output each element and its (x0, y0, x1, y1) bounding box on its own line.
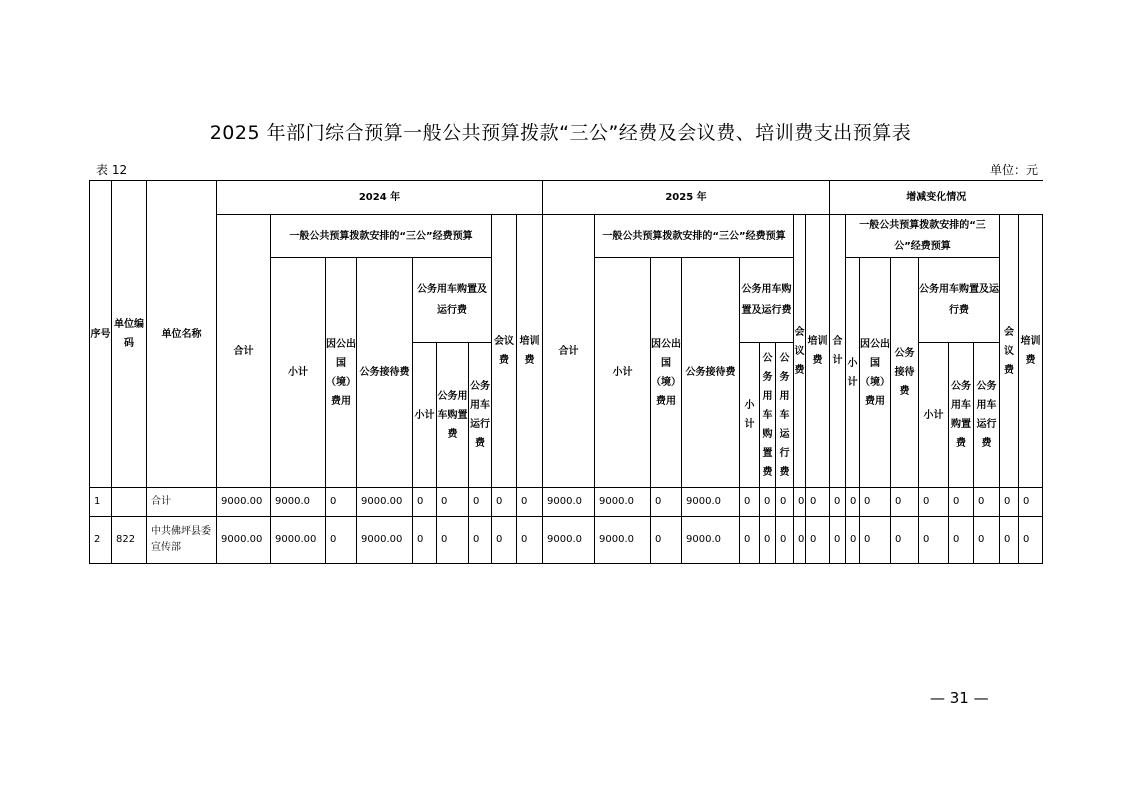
cell-2024: 9000.00 (217, 488, 271, 517)
cell-change: 0 (1019, 517, 1043, 564)
cell-2025: 0 (760, 488, 776, 517)
header-vehicle-subtotal-2024: 小计 (413, 343, 437, 488)
cell-unit-name: 合计 (147, 488, 217, 517)
cell-2025: 0 (794, 488, 806, 517)
header-seq: 序号 (90, 181, 112, 488)
header-year-2024: 2024 年 (217, 181, 543, 215)
cell-2025: 0 (740, 488, 760, 517)
cell-change: 0 (860, 488, 891, 517)
budget-table (89, 180, 1043, 564)
cell-2025: 9000.0 (543, 517, 595, 564)
cell-2025: 9000.0 (595, 488, 651, 517)
cell-2024: 0 (413, 517, 437, 564)
cell-2024: 9000.00 (217, 517, 271, 564)
cell-2024: 9000.0 (271, 488, 326, 517)
cell-unit-code (112, 488, 147, 517)
header-subtotal-change: 小计 (846, 258, 860, 488)
cell-change: 0 (1000, 488, 1019, 517)
header-total-2024: 合计 (217, 215, 271, 488)
cell-change: 0 (891, 517, 919, 564)
cell-change: 0 (974, 488, 1000, 517)
header-unit-code: 单位编码 (112, 181, 147, 488)
cell-change: 0 (860, 517, 891, 564)
header-reception-2024: 公务接待费 (357, 258, 413, 488)
header-meeting-2024: 会议费 (492, 215, 517, 488)
cell-2025: 0 (806, 488, 830, 517)
cell-2024: 0 (413, 488, 437, 517)
header-vehicle-purchase-2025: 公务用车购置费 (760, 343, 776, 488)
cell-change: 0 (830, 488, 846, 517)
header-subtotal-2024: 小计 (271, 258, 326, 488)
cell-2025: 0 (651, 517, 682, 564)
cell-change: 0 (830, 517, 846, 564)
cell-2025: 9000.0 (595, 517, 651, 564)
cell-2024: 9000.00 (357, 488, 413, 517)
unit-label: 单位：元 (990, 163, 1039, 177)
cell-2025: 9000.0 (682, 517, 740, 564)
header-subtotal-2025: 小计 (595, 258, 651, 488)
cell-2024: 9000.00 (357, 517, 413, 564)
cell-2025: 0 (760, 517, 776, 564)
header-reception-change: 公务接待费 (891, 258, 919, 488)
header-vehicle-subtotal-2025: 小计 (740, 343, 760, 488)
cell-2024: 0 (326, 517, 357, 564)
cell-unit-code: 822 (112, 517, 147, 564)
header-unit-name: 单位名称 (147, 181, 217, 488)
header-abroad-2025: 因公出国（境）费用 (651, 258, 682, 488)
table-row (90, 488, 1043, 517)
header-sangong-change: 一般公共预算拨款安排的“三公”经费预算 (846, 215, 1000, 258)
header-sangong-2024: 一般公共预算拨款安排的“三公”经费预算 (271, 215, 492, 258)
cell-2025: 9000.0 (543, 488, 595, 517)
cell-2025: 0 (806, 517, 830, 564)
header-training-change: 培训费 (1019, 215, 1043, 488)
cell-change: 0 (919, 488, 949, 517)
header-meeting-2025: 会议费 (794, 215, 806, 488)
cell-seq: 1 (90, 488, 112, 517)
header-vehicle-operation-2024: 公务用车运行费 (469, 343, 492, 488)
header-training-2024: 培训费 (517, 215, 543, 488)
header-total-change: 合计 (830, 215, 846, 488)
header-total-2025: 合计 (543, 215, 595, 488)
header-vehicle-operation-change: 公务用车运行费 (974, 343, 1000, 488)
header-meeting-change: 会议费 (1000, 215, 1019, 488)
header-vehicle-operation-2025: 公务用车运行费 (776, 343, 794, 488)
cell-2025: 9000.0 (682, 488, 740, 517)
cell-change: 0 (1019, 488, 1043, 517)
cell-change: 0 (891, 488, 919, 517)
header-reception-2025: 公务接待费 (682, 258, 740, 488)
cell-2025: 0 (776, 517, 794, 564)
header-vehicle-2025: 公务用车购置及运行费 (740, 258, 794, 343)
header-training-2025: 培训费 (806, 215, 830, 488)
header-vehicle-2024: 公务用车购置及运行费 (413, 258, 492, 343)
header-vehicle-subtotal-change: 小计 (919, 343, 949, 488)
cell-2024: 0 (326, 488, 357, 517)
cell-2024: 0 (437, 488, 469, 517)
cell-2024: 0 (492, 517, 517, 564)
cell-change: 0 (949, 517, 974, 564)
page-number: — 31 — (930, 689, 989, 707)
cell-2024: 0 (492, 488, 517, 517)
cell-change: 0 (846, 517, 860, 564)
header-abroad-change: 因公出国（境）费用 (860, 258, 891, 488)
cell-unit-name: 中共佛坪县委宣传部 (147, 517, 217, 564)
cell-2025: 0 (651, 488, 682, 517)
page-title: 2025 年部门综合预算一般公共预算拨款“三公”经费及会议费、培训费支出预算表 (209, 122, 912, 144)
cell-2025: 0 (740, 517, 760, 564)
cell-2024: 0 (517, 517, 543, 564)
cell-seq: 2 (90, 517, 112, 564)
cell-change: 0 (919, 517, 949, 564)
cell-2024: 0 (469, 488, 492, 517)
cell-change: 0 (949, 488, 974, 517)
cell-change: 0 (846, 488, 860, 517)
cell-2024: 9000.00 (271, 517, 326, 564)
header-vehicle-change: 公务用车购置及运行费 (919, 258, 1000, 343)
header-year-2025: 2025 年 (543, 181, 830, 215)
header-change: 增减变化情况 (830, 181, 1043, 215)
table-number: 表 12 (96, 163, 128, 177)
header-abroad-2024: 因公出国（境）费用 (326, 258, 357, 488)
table-row (90, 517, 1043, 564)
cell-2024: 0 (517, 488, 543, 517)
cell-2024: 0 (437, 517, 469, 564)
cell-change: 0 (1000, 517, 1019, 564)
header-vehicle-purchase-2024: 公务用车购置费 (437, 343, 469, 488)
cell-2025: 0 (794, 517, 806, 564)
header-sangong-2025: 一般公共预算拨款安排的“三公”经费预算 (595, 215, 794, 258)
header-vehicle-purchase-change: 公务用车购置费 (949, 343, 974, 488)
cell-2025: 0 (776, 488, 794, 517)
cell-change: 0 (974, 517, 1000, 564)
cell-2024: 0 (469, 517, 492, 564)
